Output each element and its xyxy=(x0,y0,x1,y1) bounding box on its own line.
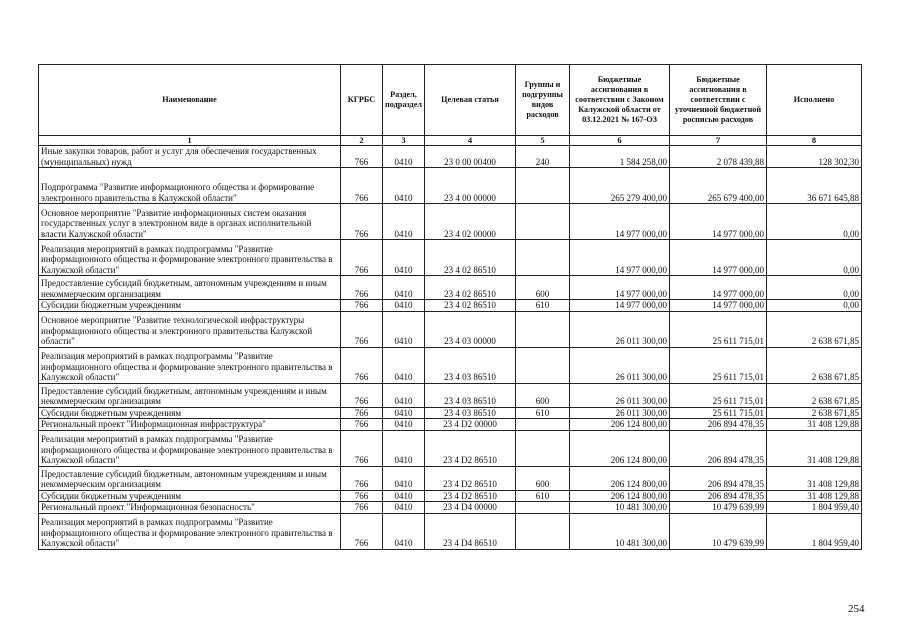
budget-table xyxy=(38,64,862,550)
row-section: 0410 xyxy=(383,311,425,347)
row-executed: 2 638 671,85 xyxy=(767,347,862,383)
table-row xyxy=(39,311,862,347)
row-name: Предоставление субсидий бюджетным, автономным учреждениям и иным некоммерческим организациям xyxy=(39,276,341,300)
row-group xyxy=(516,311,570,347)
row-name: Региональный проект "Информационная безопасность" xyxy=(39,502,341,514)
row-executed: 31 408 129,88 xyxy=(767,466,862,490)
row-name: Субсидии бюджетным учреждениям xyxy=(39,490,341,502)
row-group: 610 xyxy=(516,407,570,419)
row-name: Реализация мероприятий в рамках подпрограммы "Развитие информационного общества и формирование электронного правительства в Калужской области" xyxy=(39,240,341,276)
row-kgrbs: 766 xyxy=(341,146,383,168)
row-target: 23 4 D2 86510 xyxy=(425,430,516,466)
header-assign-refined: Бюджетные ассигнования в соответствии с уточненной бюджетной росписью расходов xyxy=(670,65,767,136)
row-executed: 31 408 129,88 xyxy=(767,490,862,502)
row-executed: 2 638 671,85 xyxy=(767,407,862,419)
row-group xyxy=(516,513,570,549)
row-section: 0410 xyxy=(383,204,425,240)
row-kgrbs: 766 xyxy=(341,240,383,276)
table-row xyxy=(39,490,862,502)
row-target: 23 4 D2 86510 xyxy=(425,490,516,502)
table-row xyxy=(39,276,862,300)
row-target: 23 0 00 00400 xyxy=(425,146,516,168)
row-name: Субсидии бюджетным учреждениям xyxy=(39,300,341,312)
row-kgrbs: 766 xyxy=(341,168,383,204)
row-kgrbs: 766 xyxy=(341,490,383,502)
header-executed: Исполнено xyxy=(767,65,862,136)
column-number: 6 xyxy=(570,136,670,146)
table-row xyxy=(39,502,862,514)
column-number: 5 xyxy=(516,136,570,146)
row-assign-law: 10 481 300,00 xyxy=(570,513,670,549)
row-name: Иные закупки товаров, работ и услуг для обеспечения государственных (муниципальных) нужд xyxy=(39,146,341,168)
row-name: Предоставление субсидий бюджетным, автономным учреждениям и иным некоммерческим организациям xyxy=(39,466,341,490)
column-number: 4 xyxy=(425,136,516,146)
row-assign-law: 1 584 258,00 xyxy=(570,146,670,168)
row-kgrbs: 766 xyxy=(341,502,383,514)
column-number-row xyxy=(39,136,862,146)
row-assign-refined: 10 479 639,99 xyxy=(670,502,767,514)
row-name: Субсидии бюджетным учреждениям xyxy=(39,407,341,419)
row-assign-law: 265 279 400,00 xyxy=(570,168,670,204)
row-section: 0410 xyxy=(383,502,425,514)
table-row xyxy=(39,300,862,312)
row-group: 240 xyxy=(516,146,570,168)
row-section: 0410 xyxy=(383,347,425,383)
row-group xyxy=(516,240,570,276)
row-section: 0410 xyxy=(383,300,425,312)
table-row xyxy=(39,419,862,431)
row-assign-refined: 206 894 478,35 xyxy=(670,466,767,490)
row-section: 0410 xyxy=(383,146,425,168)
row-name: Региональный проект "Информационная инфраструктура" xyxy=(39,419,341,431)
row-assign-law: 14 977 000,00 xyxy=(570,300,670,312)
row-group xyxy=(516,168,570,204)
row-group xyxy=(516,347,570,383)
row-assign-law: 26 011 300,00 xyxy=(570,311,670,347)
row-kgrbs: 766 xyxy=(341,466,383,490)
row-target: 23 4 D4 86510 xyxy=(425,513,516,549)
row-assign-law: 206 124 800,00 xyxy=(570,466,670,490)
row-section: 0410 xyxy=(383,168,425,204)
page-number: 254 xyxy=(848,603,865,615)
row-executed: 0,00 xyxy=(767,240,862,276)
row-group: 600 xyxy=(516,383,570,407)
row-assign-refined: 2 078 439,88 xyxy=(670,146,767,168)
row-group xyxy=(516,419,570,431)
header-groups: Группы и подгруппы видов расходов xyxy=(516,65,570,136)
row-assign-refined: 265 679 400,00 xyxy=(670,168,767,204)
row-assign-refined: 14 977 000,00 xyxy=(670,300,767,312)
row-name: Подпрограмма "Развитие информационного общества и формирование электронного правительства в Калужской области" xyxy=(39,168,341,204)
table-row xyxy=(39,430,862,466)
row-group: 600 xyxy=(516,466,570,490)
table-row xyxy=(39,383,862,407)
row-target: 23 4 D4 00000 xyxy=(425,502,516,514)
row-assign-refined: 10 479 639,99 xyxy=(670,513,767,549)
header-row xyxy=(39,65,862,136)
row-assign-refined: 14 977 000,00 xyxy=(670,276,767,300)
row-executed: 0,00 xyxy=(767,300,862,312)
row-target: 23 4 D2 86510 xyxy=(425,466,516,490)
row-group xyxy=(516,204,570,240)
row-executed: 0,00 xyxy=(767,276,862,300)
row-name: Реализация мероприятий в рамках подпрограммы "Развитие информационного общества и формирование электронного правительства в Калужской области" xyxy=(39,513,341,549)
row-assign-refined: 25 611 715,01 xyxy=(670,347,767,383)
row-assign-law: 26 011 300,00 xyxy=(570,347,670,383)
row-executed: 1 804 959,40 xyxy=(767,502,862,514)
row-group: 610 xyxy=(516,300,570,312)
row-assign-refined: 206 894 478,35 xyxy=(670,430,767,466)
row-name: Основное мероприятие "Развитие информационных систем оказания государственных услуг в электронном виде в органах исполнительной власти Калужской области" xyxy=(39,204,341,240)
row-target: 23 4 03 86510 xyxy=(425,347,516,383)
row-section: 0410 xyxy=(383,513,425,549)
row-assign-refined: 206 894 478,35 xyxy=(670,490,767,502)
row-section: 0410 xyxy=(383,276,425,300)
row-assign-law: 14 977 000,00 xyxy=(570,240,670,276)
table-row xyxy=(39,168,862,204)
row-executed: 128 302,30 xyxy=(767,146,862,168)
row-target: 23 4 03 86510 xyxy=(425,383,516,407)
row-executed: 31 408 129,88 xyxy=(767,430,862,466)
row-kgrbs: 766 xyxy=(341,311,383,347)
row-kgrbs: 766 xyxy=(341,204,383,240)
row-assign-refined: 206 894 478,35 xyxy=(670,419,767,431)
row-group xyxy=(516,502,570,514)
row-group xyxy=(516,430,570,466)
row-name: Реализация мероприятий в рамках подпрограммы "Развитие информационного общества и формирование электронного правительства в Калужской области" xyxy=(39,347,341,383)
row-executed: 2 638 671,85 xyxy=(767,383,862,407)
table-row xyxy=(39,347,862,383)
table-row xyxy=(39,466,862,490)
row-assign-refined: 25 611 715,01 xyxy=(670,383,767,407)
column-number: 2 xyxy=(341,136,383,146)
row-assign-law: 10 481 300,00 xyxy=(570,502,670,514)
row-kgrbs: 766 xyxy=(341,347,383,383)
row-target: 23 4 03 86510 xyxy=(425,407,516,419)
header-name: Наименование xyxy=(39,65,341,136)
row-kgrbs: 766 xyxy=(341,276,383,300)
table-row xyxy=(39,240,862,276)
column-number: 3 xyxy=(383,136,425,146)
row-target: 23 4 03 00000 xyxy=(425,311,516,347)
header-kgrbs: КГРБС xyxy=(341,65,383,136)
row-assign-law: 26 011 300,00 xyxy=(570,407,670,419)
row-executed: 31 408 129,88 xyxy=(767,419,862,431)
row-kgrbs: 766 xyxy=(341,419,383,431)
row-assign-law: 206 124 800,00 xyxy=(570,430,670,466)
row-kgrbs: 766 xyxy=(341,513,383,549)
header-target: Целевая статья xyxy=(425,65,516,136)
row-assign-refined: 25 611 715,01 xyxy=(670,407,767,419)
row-section: 0410 xyxy=(383,419,425,431)
row-name: Реализация мероприятий в рамках подпрограммы "Развитие информационного общества и формирование электронного правительства в Калужской области" xyxy=(39,430,341,466)
row-assign-law: 14 977 000,00 xyxy=(570,276,670,300)
row-assign-law: 206 124 800,00 xyxy=(570,419,670,431)
table-row xyxy=(39,407,862,419)
row-name: Предоставление субсидий бюджетным, автономным учреждениям и иным некоммерческим организациям xyxy=(39,383,341,407)
row-kgrbs: 766 xyxy=(341,300,383,312)
row-executed: 1 804 959,40 xyxy=(767,513,862,549)
table-row xyxy=(39,513,862,549)
row-section: 0410 xyxy=(383,383,425,407)
row-assign-refined: 25 611 715,01 xyxy=(670,311,767,347)
row-section: 0410 xyxy=(383,240,425,276)
row-target: 23 4 02 86510 xyxy=(425,240,516,276)
row-name: Основное мероприятие "Развитие технологической инфраструктуры информационного общества и электронного правительства Калужской области" xyxy=(39,311,341,347)
header-section: Раздел, подраздел xyxy=(383,65,425,136)
row-assign-law: 14 977 000,00 xyxy=(570,204,670,240)
row-executed: 0,00 xyxy=(767,204,862,240)
row-target: 23 4 00 00000 xyxy=(425,168,516,204)
table-body xyxy=(39,146,862,550)
row-assign-refined: 14 977 000,00 xyxy=(670,240,767,276)
table-row xyxy=(39,204,862,240)
column-number: 1 xyxy=(39,136,341,146)
row-kgrbs: 766 xyxy=(341,407,383,419)
header-assign-law: Бюджетные ассигнования в соответствии с Законом Калужской области от 03.12.2021 № 167-ОЗ xyxy=(570,65,670,136)
row-kgrbs: 766 xyxy=(341,383,383,407)
row-section: 0410 xyxy=(383,430,425,466)
row-target: 23 4 02 86510 xyxy=(425,300,516,312)
table-row xyxy=(39,146,862,168)
row-executed: 2 638 671,85 xyxy=(767,311,862,347)
row-section: 0410 xyxy=(383,490,425,502)
row-target: 23 4 02 00000 xyxy=(425,204,516,240)
column-number: 8 xyxy=(767,136,862,146)
row-assign-law: 206 124 800,00 xyxy=(570,490,670,502)
row-kgrbs: 766 xyxy=(341,430,383,466)
row-target: 23 4 02 86510 xyxy=(425,276,516,300)
row-target: 23 4 D2 00000 xyxy=(425,419,516,431)
row-section: 0410 xyxy=(383,466,425,490)
row-section: 0410 xyxy=(383,407,425,419)
row-executed: 36 671 645,88 xyxy=(767,168,862,204)
row-assign-refined: 14 977 000,00 xyxy=(670,204,767,240)
row-group: 600 xyxy=(516,276,570,300)
row-assign-law: 26 011 300,00 xyxy=(570,383,670,407)
row-group: 610 xyxy=(516,490,570,502)
column-number: 7 xyxy=(670,136,767,146)
